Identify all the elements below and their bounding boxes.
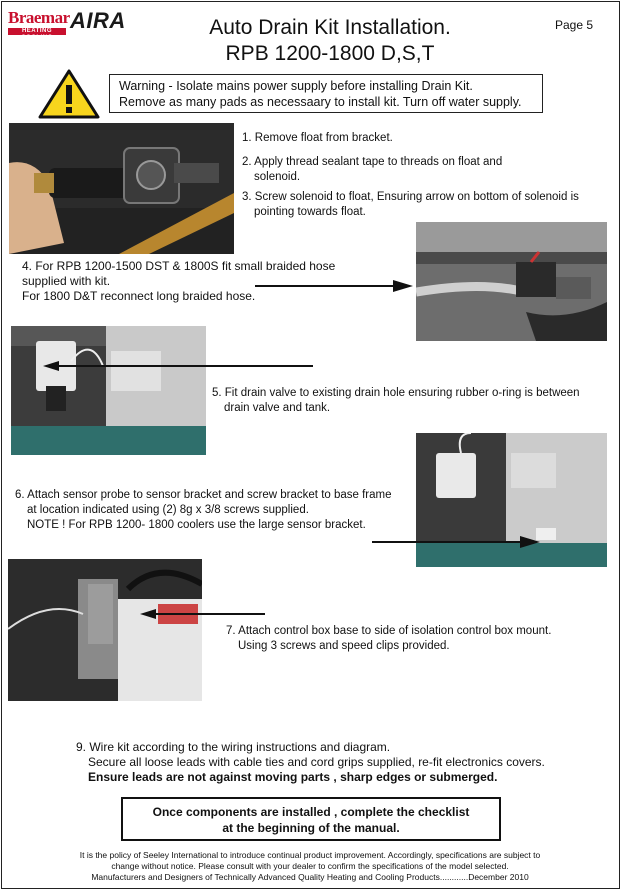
photo-float-solenoid xyxy=(9,123,234,254)
step-6-line-3: NOTE ! For RPB 1200- 1800 coolers use the large sensor bracket. xyxy=(27,519,366,531)
step-4-line-1: 4. For RPB 1200-1500 DST & 1800S fit small braided hose xyxy=(22,259,336,273)
checklist-line-1: Once components are installed , complete the checklist xyxy=(152,805,470,819)
step-6-arrow-head xyxy=(520,536,540,548)
step-7-line-2: Using 3 screws and speed clips provided. xyxy=(238,640,450,652)
step-9-line-2: Secure all loose leads with cable ties and cord grips supplied, re-fit electronics covers. xyxy=(88,755,545,769)
braemar-wordmark: Braemar xyxy=(8,8,70,27)
photo-braided-hose xyxy=(416,222,607,341)
step-5 xyxy=(212,386,580,416)
warning-line-1: Warning - Isolate mains power supply before installing Drain Kit. xyxy=(119,79,473,93)
step-4-line-3: For 1800 D&T reconnect long braided hose. xyxy=(22,289,256,303)
step-7-arrow-head xyxy=(140,609,156,619)
step-5-line-2: drain valve and tank. xyxy=(224,402,331,414)
step-5-arrow-line xyxy=(58,365,313,367)
step-2-line-2: solenoid. xyxy=(254,171,301,183)
photo-sensor-bracket xyxy=(416,433,607,567)
step-9 xyxy=(76,740,545,785)
step-4 xyxy=(22,259,335,304)
step-6-arrow-line xyxy=(372,541,522,543)
step-5-line-1: 5. Fit drain valve to existing drain hole ensuring rubber o-ring is between xyxy=(212,387,580,399)
step-3 xyxy=(242,190,579,220)
warning-box xyxy=(109,74,543,113)
step-4-line-2: supplied with kit. xyxy=(22,274,111,288)
photo-control-box xyxy=(8,559,202,701)
page-number: Page 5 xyxy=(555,18,594,32)
photo-drain-valve-graphic xyxy=(11,326,206,455)
photo-sensor-bracket-graphic xyxy=(416,433,607,567)
checklist-notice xyxy=(121,797,501,841)
step-7 xyxy=(226,624,551,654)
footer-line-3: Manufacturers and Designers of Technically Advanced Quality Heating and Cooling Products............December 2010 xyxy=(91,872,529,882)
step-3-line-2: pointing towards float. xyxy=(254,206,366,218)
page-subtitle: RPB 1200-1800 D,S,T xyxy=(225,42,435,65)
photo-control-box-graphic xyxy=(8,559,202,701)
step-4-arrow-head xyxy=(393,280,413,292)
step-1: 1. Remove float from bracket. xyxy=(242,132,393,144)
warning-line-2: Remove as many pads as necessaary to install kit. Turn off water supply. xyxy=(119,95,522,109)
step-4-arrow-line xyxy=(255,285,395,287)
warning-icon xyxy=(38,69,100,119)
step-3-line-1: 3. Screw solenoid to float, Ensuring arrow on bottom of solenoid is xyxy=(242,191,579,203)
step-7-arrow-line xyxy=(155,613,265,615)
step-6 xyxy=(15,488,392,533)
footer-line-2: change without notice. Please consult with your dealer to confirm the specifications of the model selected. xyxy=(111,861,509,871)
step-6-line-2: at location indicated using (2) 8g x 3/8 screws supplied. xyxy=(27,504,309,516)
page-title: Auto Drain Kit Installation. xyxy=(209,16,451,39)
step-9-line-3: Ensure leads are not against moving parts , sharp edges or submerged. xyxy=(88,770,498,784)
photo-drain-valve xyxy=(11,326,206,455)
step-2 xyxy=(242,155,502,185)
step-5-arrow-head xyxy=(43,361,59,371)
step-7-line-1: 7. Attach control box base to side of isolation control box mount. xyxy=(226,625,552,637)
braemar-logo xyxy=(8,8,70,41)
footer-line-1: It is the policy of Seeley International to introduce continual product improvement. Accordingly, specifications are subject to xyxy=(79,850,541,860)
step-9-line-1: 9. Wire kit according to the wiring instructions and diagram. xyxy=(76,740,391,754)
step-6-line-1: 6. Attach sensor probe to sensor bracket and screw bracket to base frame xyxy=(15,489,392,501)
braemar-tagline: HEATING COOLING xyxy=(8,28,66,35)
photo-braided-hose-graphic xyxy=(416,222,607,341)
step-2-line-1: 2. Apply thread sealant tape to threads on float and xyxy=(242,156,503,168)
photo-float-solenoid-graphic xyxy=(9,123,234,254)
aira-logo: AIRA xyxy=(70,8,126,33)
checklist-line-2: at the beginning of the manual. xyxy=(222,821,400,835)
